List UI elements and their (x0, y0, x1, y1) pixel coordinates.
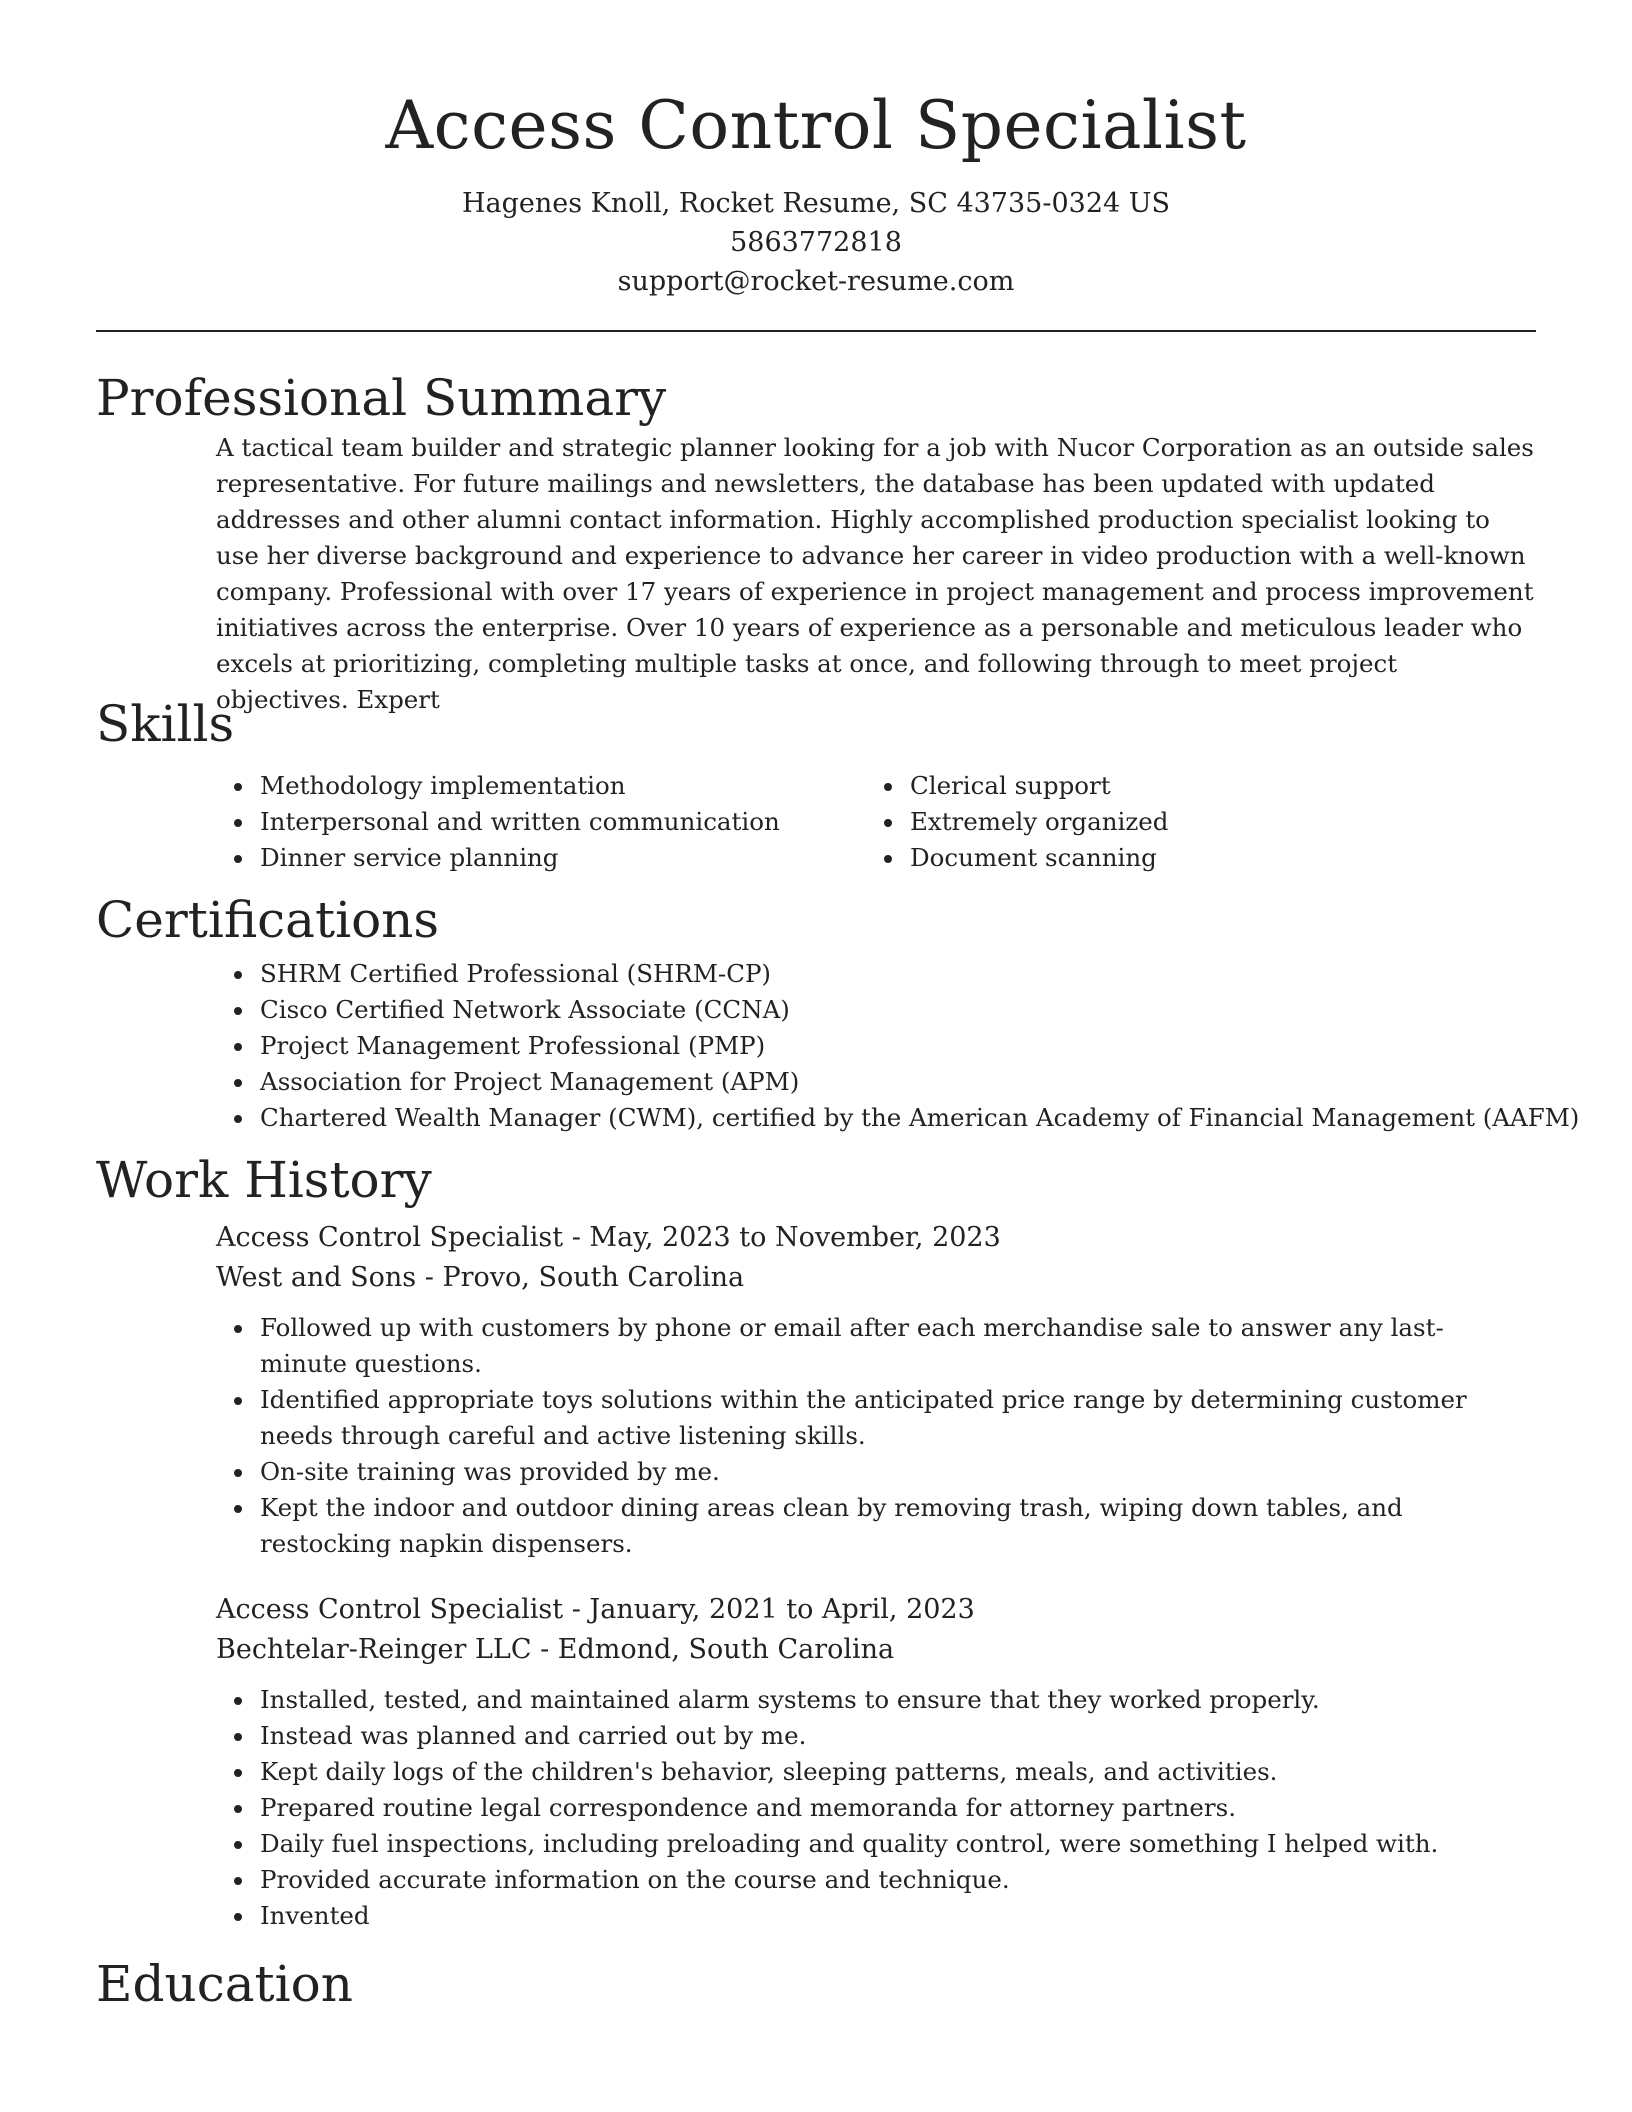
work-history-section (96, 1150, 1536, 1934)
job-bullet: Daily fuel inspections, including preloading and quality control, were something I helped with. (260, 1826, 1536, 1862)
summary-section (96, 368, 1536, 714)
skill-item: Clerical support (910, 768, 1536, 804)
job-bullet: Kept the indoor and outdoor dining areas clean by removing trash, wiping down tables, and restocking napkin dispensers. (260, 1490, 1530, 1562)
job-bullet: Followed up with customers by phone or email after each merchandise sale to answer any last-minute questions. (260, 1310, 1530, 1382)
header-divider (96, 330, 1536, 332)
skill-item: Extremely organized (910, 804, 1536, 840)
certifications-heading: Certifications (96, 891, 440, 949)
summary-body (96, 430, 1536, 714)
job-title-line: Access Control Specialist - January, 2021 to April, 2023 (216, 1594, 975, 1625)
job-title-line: Access Control Specialist - May, 2023 to November, 2023 (216, 1222, 1001, 1253)
resume-name: Access Control Specialist (385, 87, 1247, 164)
skills-list-right (746, 768, 1536, 876)
job-company-line: Bechtelar-Reinger LLC - Edmond, South Carolina (216, 1634, 895, 1665)
certifications-list (96, 956, 1580, 1136)
job-bullet: Instead was planned and carried out by me. (260, 1718, 1536, 1754)
job-bullets (96, 1310, 1536, 1562)
certification-item: Project Management Professional (PMP) (260, 1028, 1536, 1064)
certification-item: SHRM Certified Professional (SHRM-CP) (260, 956, 1536, 992)
certification-item: Cisco Certified Network Associate (CCNA) (260, 992, 1536, 1028)
job-bullet: Prepared routine legal correspondence and memoranda for attorney partners. (260, 1790, 1536, 1826)
skill-item: Methodology implementation (260, 768, 746, 804)
education-heading: Education (96, 1955, 353, 2013)
contact-email: support@rocket-resume.com (617, 266, 1015, 297)
skill-item: Interpersonal and written communication (260, 804, 746, 840)
contact-phone: 5863772818 (730, 227, 902, 258)
resume-page (96, 0, 1580, 2112)
certification-item: Chartered Wealth Manager (CWM), certified by the American Academy of Financial Management (AAFM) (260, 1100, 1536, 1136)
summary-heading: Professional Summary (96, 369, 667, 427)
education-section (96, 1954, 1536, 2014)
certification-item: Association for Project Management (APM) (260, 1064, 1536, 1100)
skills-list-left (96, 768, 780, 876)
certifications-section (96, 890, 1580, 1136)
job-company-line: West and Sons - Provo, South Carolina (216, 1262, 745, 1293)
job-bullets (96, 1682, 1536, 1934)
skills-section (96, 694, 1536, 876)
job-bullet: On-site training was provided by me. (260, 1454, 1530, 1490)
contact-block (96, 184, 1536, 301)
work-history-heading: Work History (96, 1151, 432, 1209)
job-bullet: Identified appropriate toys solutions within the anticipated price range by determining customer needs through careful and active listening skills. (260, 1382, 1530, 1454)
resume-header (96, 0, 1536, 301)
job-entry (96, 1590, 1536, 1670)
job-bullet: Invented (260, 1898, 1536, 1934)
job-bullet: Kept daily logs of the children's behavior, sleeping patterns, meals, and activities. (260, 1754, 1536, 1790)
summary-text: A tactical team builder and strategic planner looking for a job with Nucor Corporation as an outside sales representative. For future mailings and newsletters, the database has been updated with updated addresses and other alumni contact information. Highly accomplished production specialist looking to use her diverse background and experience to advance her career in video production with a well-known company. Professional with over 17 years of experience in project management and process improvement initiatives across the enterprise. Over 10 years of experience as a personable and meticulous leader who excels at prioritizing, completing multiple tasks at once, and following through to meet project objectives. Expert (216, 433, 1534, 714)
skills-grid (96, 768, 1536, 876)
skill-item: Dinner service planning (260, 840, 746, 876)
skills-heading: Skills (96, 695, 235, 753)
skill-item: Document scanning (910, 840, 1536, 876)
job-entry (96, 1218, 1536, 1298)
job-bullet: Provided accurate information on the course and technique. (260, 1862, 1536, 1898)
contact-address: Hagenes Knoll, Rocket Resume, SC 43735-0324 US (461, 188, 1171, 219)
job-bullet: Installed, tested, and maintained alarm systems to ensure that they worked properly. (260, 1682, 1536, 1718)
